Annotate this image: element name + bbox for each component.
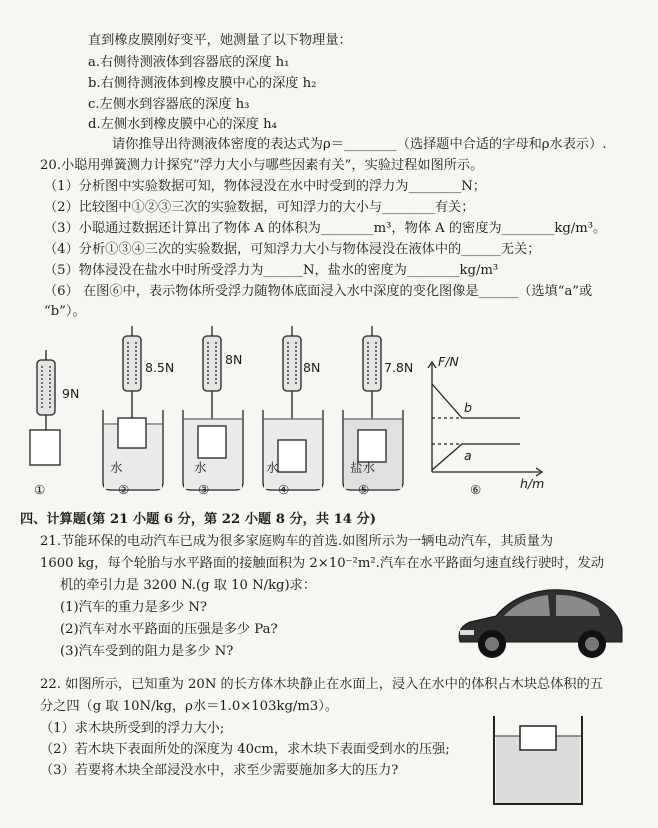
q20-item-6: （6） 在图⑥中，表示物体所受浮力随物体底面浸入水中深度的变化图像是______（选填“a”或 bbox=[44, 284, 593, 299]
spring-scale-1 bbox=[30, 350, 60, 465]
q22-item-3: （3）若要将木块全部浸没水中，求至少需要施加多大的压力? bbox=[40, 763, 399, 778]
reading-5: 7.8N bbox=[384, 360, 414, 375]
q20-experiment-figure bbox=[0, 322, 658, 502]
electric-car-image bbox=[452, 580, 628, 666]
reading-3: 8N bbox=[225, 352, 243, 367]
reading-2: 8.5N bbox=[145, 360, 175, 375]
label-1: ① bbox=[34, 482, 46, 497]
q19-option-b: b.右侧待测液体到橡皮膜中心的深度 h₂ bbox=[88, 76, 317, 91]
label-6: ⑥ bbox=[470, 482, 482, 497]
section-4-title: 四、计算题(第 21 小题 6 分，第 22 小题 8 分，共 14 分) bbox=[20, 512, 376, 527]
q20-item-3: （3）小聪通过数据还计算出了物体 A 的体积为________m³，物体 A 的密度为________kg/m³。 bbox=[44, 221, 607, 236]
q19-ask: 请你推导出待测液体密度的表达式为ρ＝________（选择题中合适的字母和ρ水表示）. bbox=[112, 137, 607, 152]
q21-item-2: (2)汽车对水平路面的压强是多少 Pa? bbox=[60, 622, 278, 637]
q20-item-6-cont: “b”）。 bbox=[44, 304, 86, 319]
graph-y-axis-label: F/N bbox=[438, 354, 459, 369]
liquid-5: 盐水 bbox=[350, 460, 376, 475]
graph-x-axis-label: h/m bbox=[520, 476, 545, 491]
reading-4: 8N bbox=[303, 360, 321, 375]
q20-item-1: （1）分析图中实验数据可知，物体浸没在水中时受到的浮力为________N； bbox=[44, 179, 486, 194]
graph-curve-b-label: b bbox=[464, 400, 472, 415]
q21-item-3: (3)汽车受到的阻力是多少 N? bbox=[60, 644, 234, 659]
label-2: ② bbox=[118, 482, 130, 497]
liquid-3: 水 bbox=[194, 460, 207, 475]
q22-line-1: 22. 如图所示，已知重为 20N 的长方体木块静止在水面上，浸入在水中的体积占木块总体积的五 bbox=[40, 677, 603, 692]
q22-item-1: （1）求木块所受到的浮力大小; bbox=[40, 721, 225, 736]
q22-item-2: （2）若木块下表面所处的深度为 40cm，求木块下表面受到水的压强; bbox=[40, 742, 450, 757]
q21-line-1: 21.节能环保的电动汽车已成为很多家庭购车的首选.如图所示为一辆电动汽车，其质量为 bbox=[40, 534, 554, 549]
q20-stem: 20.小聪用弹簧测力计探究“浮力大小与哪些因素有关”，实验过程如图所示。 bbox=[40, 158, 484, 173]
q19-intro: 直到橡皮膜刚好变平，她测量了以下物理量： bbox=[88, 33, 352, 48]
q22-line-2: 分之四（g 取 10N/kg，ρ水＝1.0×103kg/m3）。 bbox=[40, 699, 339, 714]
label-4: ④ bbox=[278, 482, 290, 497]
q21-line-3: 机的牵引力是 3200 N.(g 取 10 N/kg)求： bbox=[60, 578, 317, 593]
liquid-2: 水 bbox=[110, 460, 123, 475]
buoyancy-graph bbox=[428, 362, 542, 476]
q20-item-2: （2）比较图中①②③三次的实验数据，可知浮力的大小与________有关； bbox=[44, 200, 475, 215]
q19-option-c: c.左侧水到容器底的深度 h₃ bbox=[88, 97, 250, 112]
q20-item-4: （4）分析①③④三次的实验数据，可知浮力大小与物体浸没在液体中的______无关； bbox=[44, 242, 541, 257]
liquid-4: 水 bbox=[266, 460, 279, 475]
graph-curve-a-label: a bbox=[464, 448, 472, 463]
q19-option-d: d.左侧水到橡皮膜中心的深度 h₄ bbox=[88, 117, 277, 132]
reading-1: 9N bbox=[62, 386, 80, 401]
spring-scale-3 bbox=[183, 326, 243, 490]
q21-item-1: (1)汽车的重力是多少 N? bbox=[60, 600, 207, 615]
floating-block-figure bbox=[490, 712, 586, 808]
q19-option-a: a.右侧待测液体到容器底的深度 h₁ bbox=[88, 55, 290, 70]
q20-item-5: （5）物体浸没在盐水中时所受浮力为______N，盐水的密度为________kg/m³ bbox=[44, 263, 499, 278]
label-3: ③ bbox=[198, 482, 210, 497]
q21-line-2: 1600 kg，每个轮胎与水平路面的接触面积为 2×10⁻²m².汽车在水平路面匀速直线行驶时，发动 bbox=[40, 556, 605, 571]
label-5: ⑤ bbox=[358, 482, 370, 497]
